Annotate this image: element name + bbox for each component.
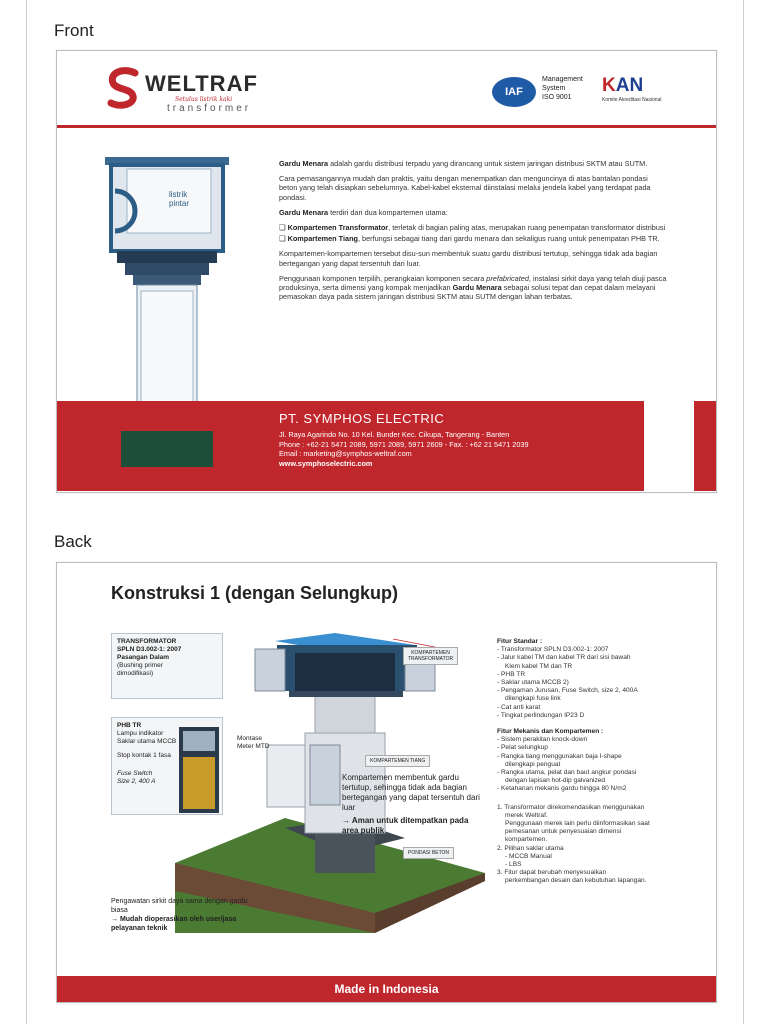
iso-text bbox=[542, 75, 583, 102]
callout-transformator bbox=[111, 633, 223, 699]
montase-label bbox=[237, 735, 270, 751]
kan-logo bbox=[602, 75, 672, 109]
kiosk-base bbox=[121, 431, 213, 467]
para-3-bold: Gardu Menara bbox=[279, 207, 329, 217]
tag-line: KOMPARTEMEN bbox=[411, 650, 450, 656]
bottom-left-a: Pengawatan sirkit daya sama dengan gardu biasa bbox=[111, 898, 248, 914]
fitur-standar-item: dilengkapi fuse link bbox=[505, 695, 561, 703]
iso-line: ISO 9001 bbox=[542, 94, 572, 101]
callout-line: Lampu indikator bbox=[117, 730, 164, 737]
back-title: Konstruksi 1 (dengan Selungkup) bbox=[111, 583, 399, 603]
mid-arrow-text: → Aman untuk ditempatkan pada area publik bbox=[342, 816, 469, 835]
fitur-mekanis-heading: Fitur Mekanis dan Kompartemen : bbox=[497, 728, 604, 736]
para-5-italic: prefabricated bbox=[486, 273, 529, 283]
fitur-standar-item: - Saklar utama MCCB 2) bbox=[497, 679, 569, 687]
logo-tagline: Setulus listrik kaki bbox=[175, 96, 233, 103]
para-2: Cara pemasangannya mudah dan praktis, yaitu dengan menempatkan dan menguncinya di atas bantalan pondasi beton yang telah disiapkan sebelumnya. Kabel-kabel eksternal diinstalasi melalui jendela kabel yang terdapat pada pondasi. bbox=[279, 174, 651, 202]
kan-rest: AN bbox=[615, 75, 644, 96]
front-description bbox=[279, 159, 667, 307]
back-sheet bbox=[56, 562, 717, 1003]
note-line: 3. Fitur dapat berubah menyesuaikan bbox=[497, 869, 607, 877]
company-website[interactable]: www.symphoselectric.com bbox=[279, 458, 373, 468]
note-line: 2. Pilihan saklar utama bbox=[497, 844, 564, 852]
tag-kompartemen-transformator bbox=[403, 647, 458, 665]
mid-text: Kompartemen membentuk gardu tertutup, sehingga tidak ada bagian bertegangan yang dapat tersentuh dari luar bbox=[342, 773, 480, 812]
logo-sub: transformer bbox=[167, 103, 252, 114]
fitur-standar-item: - Transformator SPLN D3.002-1: 2007 bbox=[497, 646, 609, 654]
list-item-bold: Kompartemen Tiang bbox=[287, 234, 358, 244]
iso-line: Management bbox=[542, 76, 583, 83]
company-info bbox=[279, 411, 529, 468]
para-5-c: sebagai solusi tepat dan cepat dalam melayani pemasokan daya pada sistem jaringan distribusi SKTM atau SUTM dengan lahan terbatas. bbox=[279, 283, 656, 302]
back-label: Back bbox=[54, 532, 92, 551]
note-line: - LBS bbox=[505, 861, 522, 869]
para-1-rest: adalah gardu distribusi terpadu yang dirancang untuk sistem jaringan distribusi SKTM atau SUTM. bbox=[328, 159, 648, 168]
fitur-mekanis-item: dengan lapisan hot-dip galvanized bbox=[505, 777, 606, 785]
callout-line: dimodifikasi) bbox=[117, 670, 154, 677]
fitur-standar-item: - Pengaman Jurusan, Fuse Switch, size 2, 400A bbox=[497, 687, 638, 695]
fitur-mekanis-item: - Rangka utama, pelat dan baut angkur pondasi bbox=[497, 769, 637, 777]
fitur-mekanis-item: - Pelat selungkup bbox=[497, 744, 548, 752]
callout-line: Size 2, 400 A bbox=[117, 778, 156, 785]
callout-line: Saklar utama MCCB bbox=[117, 738, 177, 745]
mid-text-block bbox=[342, 773, 482, 836]
kan-k: K bbox=[602, 75, 616, 96]
company-name: PT. SYMPHOS ELECTRIC bbox=[279, 411, 445, 426]
fitur-mekanis-item: - Rangka tiang menggunakan baja I-shape bbox=[497, 752, 622, 760]
para-5-b: , instalasi sirkit daya yang telah diuji pasca produksinya, serta dimensi yang kompak menjadikan bbox=[279, 273, 667, 293]
company-email[interactable]: Email : marketing@symphos-weltraf.com bbox=[279, 449, 412, 458]
para-5 bbox=[279, 274, 667, 302]
fitur-standar-item: - PHB TR bbox=[497, 670, 526, 678]
phb-panel-image bbox=[179, 727, 219, 813]
note-line: perkembangan desain dan kebutuhan lapangan. bbox=[505, 877, 647, 885]
company-address: Jl. Raya Agarindo No. 10 Kel. Bunder Kec. Cikupa, Tangerang - Banten bbox=[279, 430, 510, 439]
fitur-standar-item: - Tingkat perlindungan IP23 D bbox=[497, 711, 585, 719]
list-item: ❑ Kompartemen Transformator, terletak di bagian paling atas, merupakan ruang penempatan transformator distribusi bbox=[279, 223, 666, 233]
footer-band-right bbox=[694, 401, 716, 491]
para-5-a: Penggunaan komponen terpilih, perangkaian komponen secara bbox=[279, 273, 487, 283]
notes-block bbox=[497, 804, 707, 886]
bottom-left-b: → Mudah dioperasikan oleh user/jasa pelayanan teknik bbox=[111, 916, 237, 932]
fitur-standar-heading: Fitur Standar : bbox=[497, 638, 543, 645]
callout-line: TRANSFORMATOR bbox=[117, 638, 177, 645]
front-sheet bbox=[56, 50, 717, 493]
fitur-standar-item: Klem kabel TM dan TR bbox=[505, 662, 573, 670]
iso-line: System bbox=[542, 85, 566, 92]
logo-name: WELTRAF bbox=[145, 71, 258, 96]
panel-text-1: listrik bbox=[169, 190, 188, 199]
company-phone: Phone : +62-21 5471 2089, 5971 2089, 5971 2609 - Fax. : +62 21 5471 2039 bbox=[279, 439, 529, 449]
fitur-mekanis-item: - Ketahanan mekanis gardu hingga 80 N/m2 bbox=[497, 785, 627, 793]
montase-line: Meter MTD bbox=[237, 743, 270, 750]
features-column bbox=[497, 638, 707, 886]
iaf-badge: IAF bbox=[492, 77, 536, 107]
kan-mark bbox=[602, 75, 643, 97]
company-address-block bbox=[279, 430, 529, 468]
header-divider bbox=[57, 125, 716, 128]
list-item-rest: , berfungsi sebagai tiang dari gardu menara dan sekaligus ruang untuk penempatan PHB TR. bbox=[358, 234, 660, 244]
kan-sub: Komite Akreditasi Nasional bbox=[602, 97, 662, 103]
montase-line: Montase bbox=[237, 735, 262, 742]
fitur-standar-item: - Cat anti karat bbox=[497, 703, 541, 711]
tag-line: TRANSFORMATOR bbox=[408, 656, 454, 662]
fitur-mekanis-item: dilengkapi penguat bbox=[505, 760, 561, 768]
note-line: 1. Transformator direkomendasikan menggunakan bbox=[497, 803, 645, 811]
callout-line: (Bushing primer bbox=[117, 662, 163, 669]
callout-line: Pasangan Dalam bbox=[117, 654, 170, 661]
list-item-bold: Kompartemen Transformator bbox=[287, 223, 389, 233]
para-5-bold: Gardu Menara bbox=[452, 283, 502, 293]
note-line: kompartemen. bbox=[505, 836, 548, 844]
note-line: - MCCB Manual bbox=[505, 852, 552, 860]
front-label: Front bbox=[54, 21, 94, 40]
weltraf-s-logo-icon bbox=[105, 67, 143, 111]
weltraf-logo bbox=[105, 67, 275, 115]
note-line: pemesanan untuk penyesuaian dimensi bbox=[505, 828, 622, 836]
note-line: Penggunaan merek lain perlu diinformasikan saat bbox=[505, 820, 650, 828]
fitur-mekanis-item: - Sistem perakitan knock-down bbox=[497, 736, 588, 744]
list-item: ❑ Kompartemen Tiang, berfungsi sebagai tiang dari gardu menara dan sekaligus ruang untuk penempatan PHB TR. bbox=[279, 234, 660, 244]
para-3-rest: terdiri dari dua kompartemen utama: bbox=[328, 207, 448, 217]
callout-line: SPLN D3.002-1: 2007 bbox=[117, 646, 182, 653]
para-3 bbox=[279, 208, 667, 217]
para-1-bold: Gardu Menara bbox=[279, 159, 329, 168]
callout-line: Fuse Switch bbox=[117, 770, 153, 777]
panel-text-2: pintar bbox=[169, 199, 190, 208]
tag-kompartemen-tiang: KOMPARTEMEN TIANG bbox=[365, 755, 430, 767]
callout-line: Stop kontak 1 fasa bbox=[117, 752, 171, 759]
bottom-left-text bbox=[111, 897, 261, 933]
note-line: merek Weltraf. bbox=[505, 811, 548, 819]
para-4: Kompartemen-kompartemen tersebut disu-sun membentuk suatu gardu distribusi tertutup, sehingga tidak ada bagian bertegangan yang dapat tersentuh dari luar. bbox=[279, 249, 658, 268]
fitur-standar-item: - Jalur kabel TM dan kabel TR dari sisi bawah bbox=[497, 654, 631, 662]
tag-pondasi-beton: PONDASI BETON bbox=[403, 847, 454, 859]
list-item-rest: , terletak di bagian paling atas, merupakan ruang penempatan transformator distribusi bbox=[388, 223, 666, 233]
callout-line: PHB TR bbox=[117, 722, 142, 729]
para-1 bbox=[279, 159, 667, 168]
made-in-indonesia-bar: Made in Indonesia bbox=[57, 976, 716, 1002]
